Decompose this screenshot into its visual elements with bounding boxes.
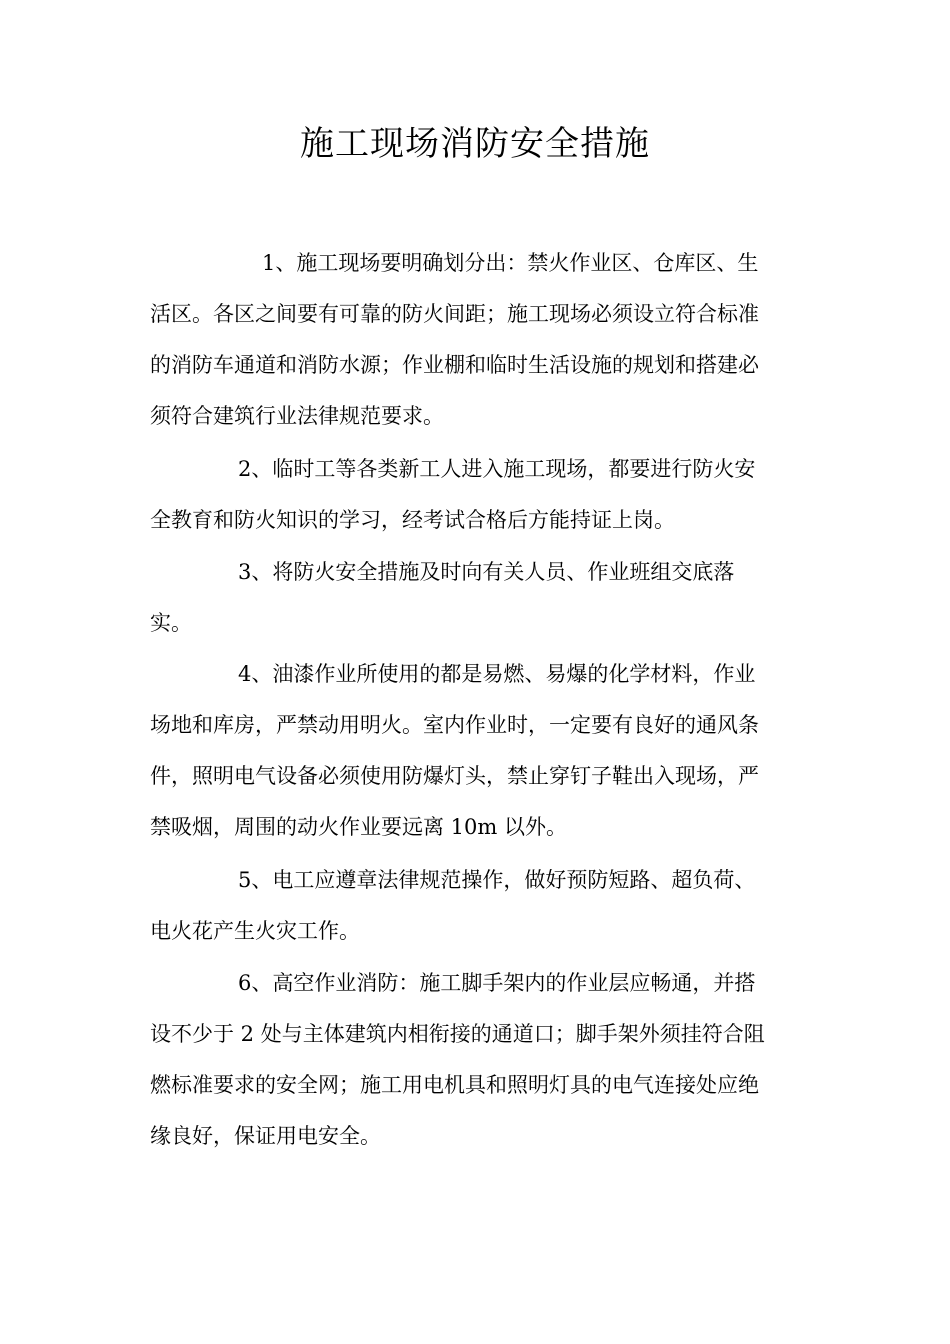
paragraph-1-line-2: 活区。各区之间要有可靠的防火间距；施工现场必须设立符合标准 — [150, 302, 759, 326]
paragraph-4-line-2: 场地和库房，严禁动用明火。室内作业时，一定要有良好的通风条 — [150, 713, 759, 737]
paragraph-5-line-1: 5、电工应遵章法律规范操作，做好预防短路、超负荷、 — [238, 868, 756, 892]
paragraph-2-line-2: 全教育和防火知识的学习，经考试合格后方能持证上岗。 — [150, 508, 675, 532]
paragraph-1-line-4: 须符合建筑行业法律规范要求。 — [150, 404, 444, 428]
paragraph-6-line-4: 缘良好，保证用电安全。 — [150, 1124, 381, 1148]
paragraph-3-line-1: 3、将防火安全措施及时向有关人员、作业班组交底落 — [238, 560, 735, 584]
paragraph-4-line-4: 禁吸烟，周围的动火作业要远离 10m 以外。 — [150, 815, 567, 839]
paragraph-2-line-1: 2、临时工等各类新工人进入施工现场，都要进行防火安 — [238, 457, 756, 481]
paragraph-5-line-2: 电火花产生火灾工作。 — [150, 919, 360, 943]
paragraph-6-line-3: 燃标准要求的安全网；施工用电机具和照明灯具的电气连接处应绝 — [150, 1073, 759, 1097]
paragraph-1-line-3: 的消防车通道和消防水源；作业棚和临时生活设施的规划和搭建必 — [150, 353, 759, 377]
paragraph-1-line-1: 1、施工现场要明确划分出：禁火作业区、仓库区、生 — [262, 251, 759, 275]
paragraph-6-line-2: 设不少于 2 处与主体建筑内相衔接的通道口；脚手架外须挂符合阻 — [150, 1022, 765, 1046]
paragraph-4-line-1: 4、油漆作业所使用的都是易燃、易爆的化学材料，作业 — [238, 662, 756, 686]
paragraph-3-line-2: 实。 — [150, 611, 192, 635]
paragraph-4-line-3: 件，照明电气设备必须使用防爆灯头，禁止穿钉子鞋出入现场，严 — [150, 764, 759, 788]
document-title: 施工现场消防安全措施 — [300, 124, 650, 164]
paragraph-6-line-1: 6、高空作业消防：施工脚手架内的作业层应畅通，并搭 — [238, 971, 756, 995]
